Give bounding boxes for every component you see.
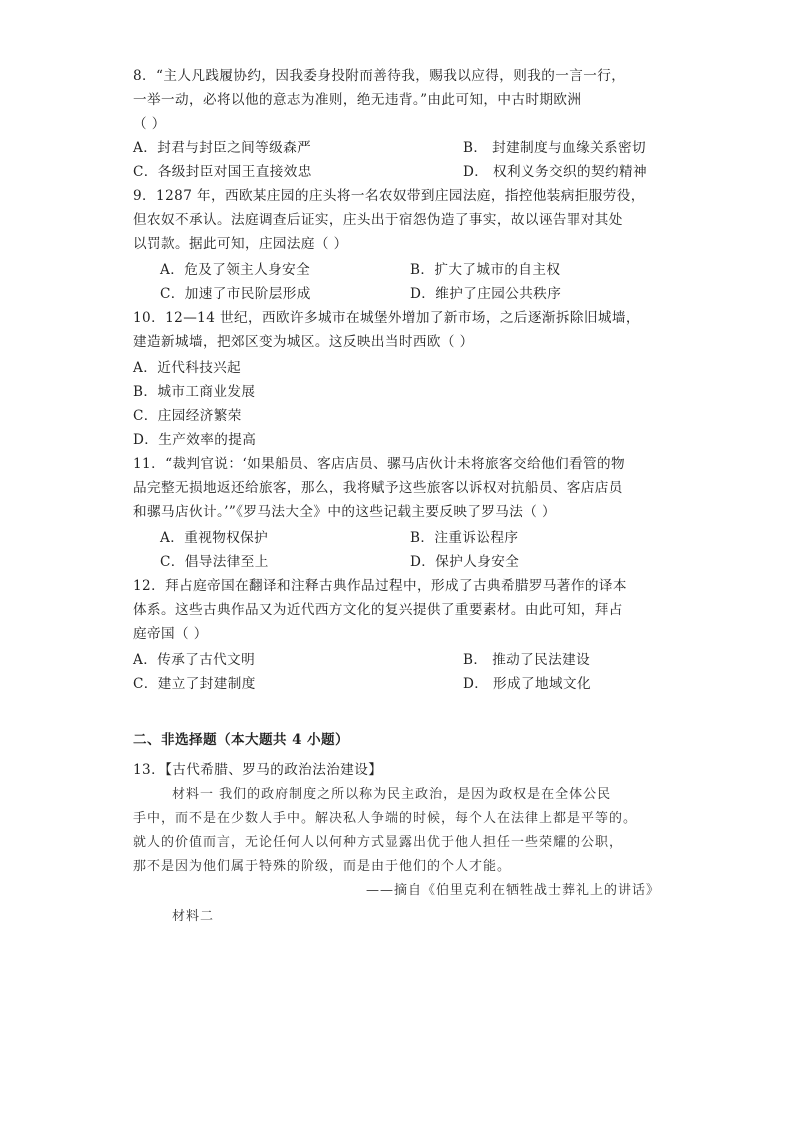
q12-option-c: C．建立了封建制度 (133, 676, 256, 692)
q11-option-b: B．注重诉讼程序 (410, 530, 519, 546)
q11-stem-line1: 11．“裁判官说：‘如果船员、客店店员、骡马店伙计未将旅客交给他们看管的物 (133, 456, 625, 472)
q9-option-d: D．维护了庄园公共秩序 (410, 286, 562, 302)
q8-option-a: A．封君与封臣之间等级森严 (133, 140, 312, 156)
q9-option-b: B．扩大了城市的自主权 (410, 262, 561, 278)
q11-option-a: A．重视物权保护 (160, 530, 269, 546)
q12-option-d: D． 形成了地域文化 (463, 676, 591, 692)
q11-stem-line2: 品完整无损地返还给旅客，那么，我将赋予这些旅客以诉权对抗船员、客店店员 (133, 480, 623, 496)
q11-option-d: D．保护人身安全 (410, 554, 520, 570)
q9-stem-line3: 以罚款。据此可知，庄园法庭（ ） (133, 236, 348, 252)
q11-option-c: C．倡导法律至上 (160, 554, 269, 570)
q13-title: 13．【古代希腊、罗马的政治法治建设】 (133, 762, 383, 778)
q10-stem-line2: 建造新城墙，把郊区变为城区。这反映出当时西欧（ ） (133, 334, 474, 350)
q12-stem-line3: 庭帝国（ ） (133, 626, 208, 642)
q13-material1-line3: 就人的价值而言，无论任何人以何种方式显露出优于他人担任一些荣耀的公职， (133, 835, 624, 850)
q12-option-b: B． 推动了民法建设 (463, 652, 591, 668)
q8-stem-line2: 一举一动，必将以他的意志为准则，绝无违背。”由此可知，中古时期欧洲 (133, 92, 582, 108)
q9-option-c: C．加速了市民阶层形成 (160, 286, 311, 302)
q13-material1-line2: 手中，而不是在少数人手中。解决私人争端的时候，每个人在法律上都是平等的。 (133, 811, 638, 826)
q10-option-c: C．庄园经济繁荣 (133, 408, 242, 424)
q8-answer-blank: （ ） (133, 116, 166, 132)
q12-option-a: A．传承了古代文明 (133, 652, 256, 668)
q9-option-a: A．危及了领主人身安全 (160, 262, 311, 278)
q13-material1-source: ——摘自《伯里克利在牺牲战士葬礼上的讲话》 (366, 883, 661, 898)
q10-option-d: D．生产效率的提高 (133, 432, 257, 448)
q9-stem-line2: 但农奴不承认。法庭调查后证实，庄头出于宿怨伪造了事实，故以诬告罪对其处 (133, 212, 623, 228)
q8-option-d: D． 权利义务交织的契约精神 (463, 164, 647, 180)
q8-option-c: C．各级封臣对国王直接效忠 (133, 164, 312, 180)
q12-stem-line2: 体系。这些古典作品又为近代西方文化的复兴提供了重要素材。由此可知，拜占 (133, 602, 623, 618)
section-heading: 二、非选择题（本大题共 4 小题） (133, 732, 350, 748)
q8-stem-line1: 8．“主人凡践履协约，因我委身投附而善待我，赐我以应得，则我的一言一行， (133, 68, 626, 84)
q13-material1-line1: 材料一 我们的政府制度之所以称为民主政治，是因为政权是在全体公民 (172, 787, 612, 802)
q9-stem-line1: 9．1287 年，西欧某庄园的庄头将一名农奴带到庄园法庭，指控他装病拒服劳役， (133, 188, 645, 204)
q8-option-b: B． 封建制度与血缘关系密切 (463, 140, 647, 156)
q10-option-a: A．近代科技兴起 (133, 360, 242, 376)
q12-stem-line1: 12．拜占庭帝国在翻译和注释古典作品过程中，形成了古典希腊罗马著作的译本 (133, 578, 627, 594)
q10-stem-line1: 10．12—14 世纪，西欧许多城市在城堡外增加了新市场，之后逐渐拆除旧城墙， (133, 310, 640, 326)
q10-option-b: B．城市工商业发展 (133, 384, 256, 400)
q11-stem-line3: 和骡马店伙计。’”《罗马法大全》中的这些记载主要反映了罗马法（ ） (133, 504, 557, 520)
q13-material2-label: 材料二 (172, 909, 215, 924)
q13-material1-line4: 那不是因为他们属于特殊的阶级，而是由于他们的个人才能。 (133, 859, 512, 874)
